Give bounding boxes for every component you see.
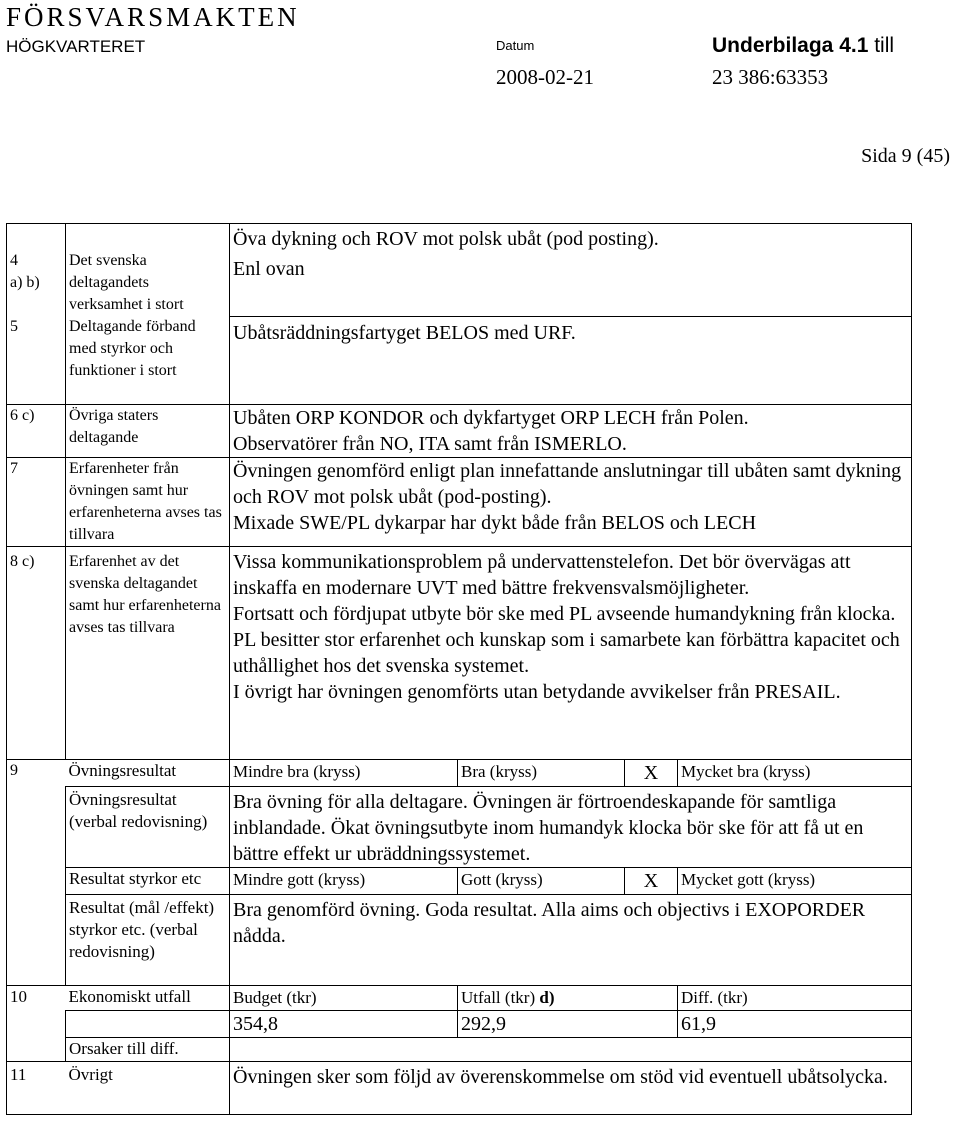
row-label-empty	[66, 1010, 230, 1037]
row-number: 5	[7, 316, 66, 405]
row-label: Övrigt	[66, 1062, 230, 1115]
annex-number: Underbilaga 4.1	[712, 34, 869, 57]
row-value: Ubåten ORP KONDOR och dykfartyget ORP LECH från Polen. Observatörer från NO, ITA samt från ISMERLO.	[230, 405, 912, 458]
utfall-header	[458, 985, 678, 1010]
row-label: Övningsresultat (verbal redovisning)	[66, 787, 230, 868]
row-label: Resultat (mål /effekt) styrkor etc. (verbal redovisning)	[66, 895, 230, 986]
table-row-9-styrkor	[7, 868, 912, 895]
row-number	[7, 224, 66, 317]
unit-name: HÖGKVARTERET	[6, 37, 146, 56]
utfall-note: d)	[539, 987, 555, 1007]
table-row-9	[7, 760, 912, 787]
table-row-6	[7, 405, 912, 458]
table-row-8	[7, 547, 912, 760]
document-reference: 23 386:63353	[712, 65, 829, 89]
page-number: Sida 9 (45)	[861, 145, 950, 167]
option-mindre-gott[interactable]: Mindre gott (kryss)	[230, 868, 458, 895]
row-value: Bra genomförd övning. Goda resultat. Alla aims och objectivs i EXOPORDER nådda.	[230, 895, 912, 986]
option-mycket-gott[interactable]: Mycket gott (kryss)	[678, 868, 912, 895]
row-value-empty	[230, 1037, 912, 1062]
row-number: 10	[7, 985, 66, 1010]
report-table	[6, 223, 912, 1115]
table-row-10	[7, 985, 912, 1010]
budget-value: 354,8	[230, 1010, 458, 1037]
row-number-empty	[7, 895, 66, 986]
document-date: 2008-02-21	[496, 65, 594, 89]
row-label: Deltagande förband med styrkor och funktioner i stort	[66, 316, 230, 405]
row-label: Övriga staters deltagande	[66, 405, 230, 458]
row-value: Bra övning för alla deltagare. Övningen är förtroendeskapande för samtliga inblandade. Ökat övningsutbyte inom humandyk klocka bör ske för att få ut en bättre effekt ur ubräddningssystemet.	[230, 787, 912, 868]
row-label: Orsaker till diff.	[66, 1037, 230, 1062]
row-number-empty	[7, 868, 66, 895]
row-label: Övningsresultat	[66, 760, 230, 787]
table-row-4	[7, 224, 912, 317]
row-label: Resultat styrkor etc	[66, 868, 230, 895]
table-row-7	[7, 458, 912, 547]
row-label: Erfarenhet av det svenska deltagandet samt hur erfarenheterna avses tas tillvara	[66, 547, 230, 760]
table-row-9-styrkor-verbal	[7, 895, 912, 986]
budget-header: Budget (tkr)	[230, 985, 458, 1010]
row-number: 6 c)	[7, 405, 66, 458]
table-row-11	[7, 1062, 912, 1115]
row-label: Erfarenheter från övningen samt hur erfarenheterna avses tas tillvara	[66, 458, 230, 547]
row-value: Öva dykning och ROV mot polsk ubåt (pod posting). Enl ovan	[230, 224, 912, 317]
table-row-10-values	[7, 1010, 912, 1037]
row-number: 8 c)	[7, 547, 66, 760]
row-label: Ekonomiskt utfall	[66, 985, 230, 1010]
option-bra[interactable]: Bra (kryss)	[458, 760, 625, 787]
row-value: Vissa kommunikationsproblem på undervattenstelefon. Det bör övervägas att inskaffa en modernare UVT med bättre frekvensvalsmöjligheter. Fortsatt och fördjupat utbyte bör ske med PL avseende humandykning från klocka. PL besitter stor erfarenhet och kunskap som i samarbete kan förbättra kapacitet och uthållighet hos det svenska systemet. I övrigt har övningen genomförts utan betydande avvikelser från PRESAIL.	[230, 547, 912, 760]
diff-value: 61,9	[678, 1010, 912, 1037]
organization-name: FÖRSVARSMAKTEN	[6, 2, 300, 32]
row-value: Övningen genomförd enligt plan innefattande anslutningar till ubåten samt dykning och ROV mot polsk ubåt (pod-posting). Mixade SWE/PL dykarpar har dykt både från BELOS och LECH	[230, 458, 912, 547]
row-label: Det svenska deltagandets verksamhet i stort	[66, 224, 230, 317]
selected-mark[interactable]: X	[625, 868, 678, 895]
row-number: 9	[7, 760, 66, 787]
table-row-9-verbal	[7, 787, 912, 868]
row-number-text: 4 a) b)	[10, 252, 40, 291]
row-number-empty	[7, 1037, 66, 1062]
utfall-value: 292,9	[458, 1010, 678, 1037]
row-number: 7	[7, 458, 66, 547]
annex-suffix: till	[868, 34, 895, 57]
table-row-10-reasons	[7, 1037, 912, 1062]
utfall-label: Utfall (tkr)	[461, 987, 536, 1007]
option-mycket-bra[interactable]: Mycket bra (kryss)	[678, 760, 912, 787]
row-number-empty	[7, 787, 66, 868]
diff-header: Diff. (tkr)	[678, 985, 912, 1010]
option-gott[interactable]: Gott (kryss)	[458, 868, 625, 895]
row-value: Övningen sker som följd av överenskommelse om stöd vid eventuell ubåtsolycka.	[230, 1062, 912, 1115]
row-value: Ubåtsräddningsfartyget BELOS med URF.	[230, 316, 912, 405]
selected-mark[interactable]: X	[625, 760, 678, 787]
row-number-empty	[7, 1010, 66, 1037]
table-row-5	[7, 316, 912, 405]
option-mindre-bra[interactable]: Mindre bra (kryss)	[230, 760, 458, 787]
date-label: Datum	[496, 38, 535, 53]
row-number: 11	[7, 1062, 66, 1115]
annex-title	[712, 34, 894, 58]
